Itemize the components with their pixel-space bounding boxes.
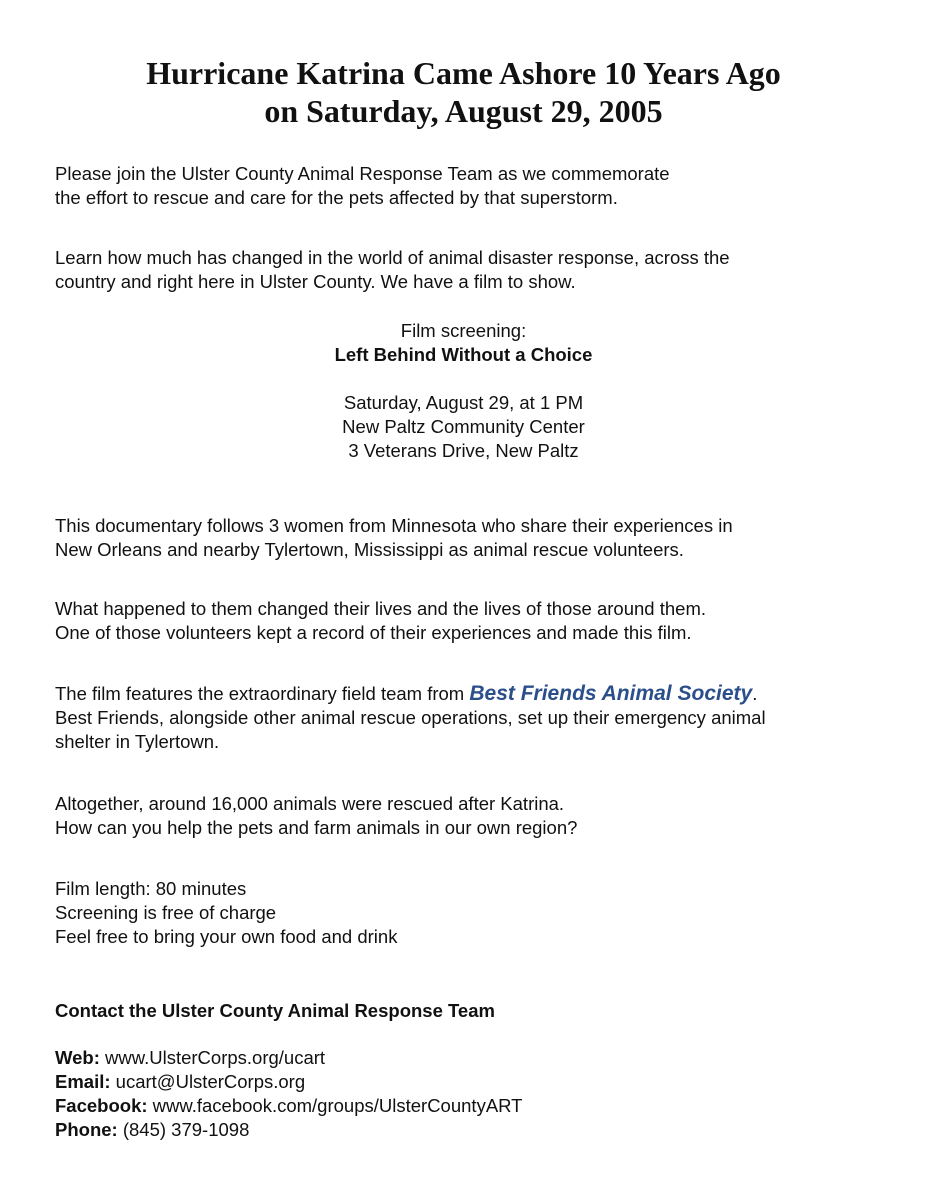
food-note: Feel free to bring your own food and drink: [55, 926, 398, 947]
altogether-line-2: How can you help the pets and farm animals in our own region?: [55, 817, 578, 838]
web-link[interactable]: www.UlsterCorps.org/ucart: [99, 1047, 326, 1068]
screening-cost: Screening is free of charge: [55, 902, 277, 923]
happened-line-1: What happened to them changed their lives and the lives of those around them.: [55, 598, 706, 619]
film-title: Left Behind Without a Choice: [334, 344, 593, 365]
contact-heading: Contact the Ulster County Animal Response Team: [55, 1000, 495, 1021]
learn-paragraph: [55, 246, 885, 294]
happened-line-2: One of those volunteers kept a record of their experiences and made this film.: [55, 622, 692, 643]
documentary-line-2: New Orleans and nearby Tylertown, Mississippi as animal rescue volunteers.: [55, 539, 684, 560]
intro-line-2: the effort to rescue and care for the pets affected by that superstorm.: [55, 187, 618, 208]
screening-date: Saturday, August 29, at 1 PM: [343, 392, 584, 413]
contact-web: [55, 1046, 885, 1070]
documentary-paragraph: [55, 514, 885, 562]
page-title: [0, 54, 927, 130]
film-length: Film length: 80 minutes: [55, 878, 247, 899]
email-link[interactable]: ucart@UlsterCorps.org: [110, 1071, 306, 1092]
intro-paragraph: [55, 162, 885, 210]
email-label: Email:: [55, 1071, 111, 1092]
features-line-1: [55, 682, 885, 706]
features-line-3: shelter in Tylertown.: [55, 731, 220, 752]
title-line-1: Hurricane Katrina Came Ashore 10 Years Ago: [146, 55, 781, 91]
screening-heading: Film screening:: [400, 320, 527, 341]
intro-line-1: Please join the Ulster County Animal Response Team as we commemorate: [55, 163, 670, 184]
documentary-line-1: This documentary follows 3 women from Minnesota who share their experiences in: [55, 515, 733, 536]
screening-block: [0, 319, 927, 463]
happened-paragraph: [55, 597, 885, 645]
facebook-link[interactable]: www.facebook.com/groups/UlsterCountyART: [147, 1095, 523, 1116]
screening-spacer: [0, 367, 927, 391]
phone-label: Phone:: [55, 1119, 118, 1140]
web-label: Web:: [55, 1047, 100, 1068]
features-suffix: .: [752, 683, 758, 704]
features-paragraph: [55, 682, 885, 754]
altogether-line-1: Altogether, around 16,000 animals were rescued after Katrina.: [55, 793, 565, 814]
screening-venue: New Paltz Community Center: [342, 416, 585, 437]
facebook-label: Facebook:: [55, 1095, 148, 1116]
title-line-2: on Saturday, August 29, 2005: [264, 93, 663, 129]
features-prefix: The film features the extraordinary field team from: [55, 683, 470, 704]
contact-block: [55, 1046, 885, 1142]
contact-phone: [55, 1118, 885, 1142]
screening-address: 3 Veterans Drive, New Paltz: [348, 440, 579, 461]
phone-number: (845) 379-1098: [117, 1119, 250, 1140]
altogether-paragraph: [55, 792, 885, 840]
features-line-2: Best Friends, alongside other animal rescue operations, set up their emergency animal: [55, 707, 766, 728]
contact-facebook: [55, 1094, 885, 1118]
contact-email: [55, 1070, 885, 1094]
details-paragraph: [55, 877, 885, 949]
learn-line-2: country and right here in Ulster County. We have a film to show.: [55, 271, 576, 292]
learn-line-1: Learn how much has changed in the world of animal disaster response, across the: [55, 247, 730, 268]
best-friends-link[interactable]: Best Friends Animal Society: [469, 682, 753, 705]
